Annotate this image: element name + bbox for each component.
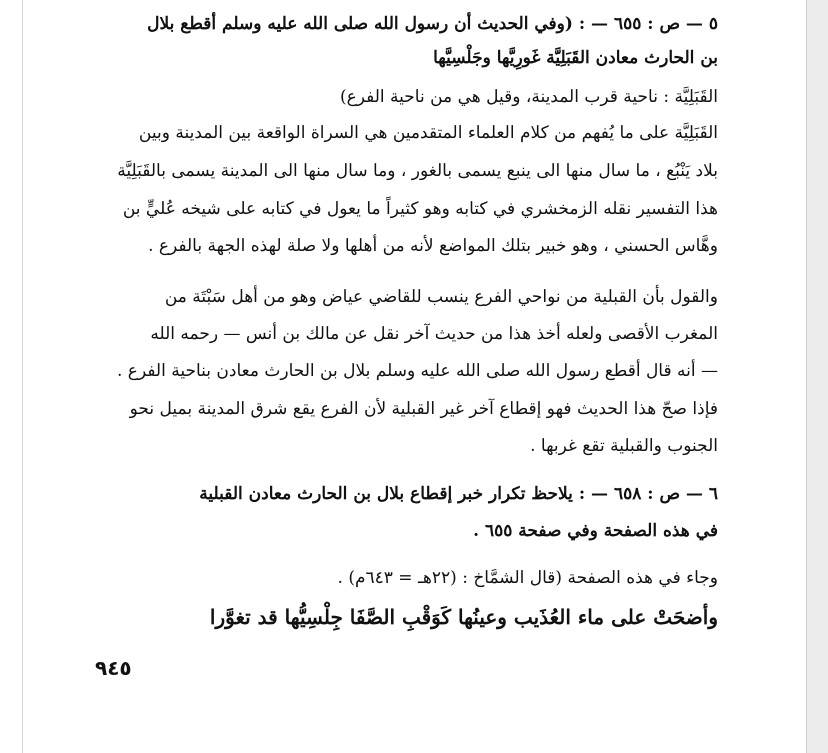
qabaliyya-definition-line: القَبَلِيَّة : ناحية قرب المدينة، وقيل هي من ناحية الفرع) [339, 87, 718, 107]
note-5-hadith-line: بن الحارث معادن القَبَلِيَّة غَورِيَّها وجَلْسِيَّها [433, 48, 718, 68]
paragraph-line: والقول بأن القبلية من نواحي الفرع ينسب للقاضي عياض وهو من أهل سَبْتَة من [164, 287, 718, 307]
paragraph-line: المغرب الأقصى ولعله أخذ هذا من حديث آخر نقل عن مالك بن أنس — رحمه الله [150, 324, 718, 344]
paragraph-line: بلاد يَنْبُع ، ما سال منها الى ينبع يسمى بالغور ، وما سال منها الى المدينة يسمى بالقَبَلِيَّة [117, 161, 718, 181]
shammakh-intro-line: وجاء في هذه الصفحة (قال الشمَّاخ : (٢٢هـ = ٦٤٣م) . [337, 568, 718, 588]
paragraph-line: هذا التفسير نقله الزمخشري في كتابه وهو كثيراً ما يعول في كتابه على شيخه عُليٍّ بن [122, 199, 718, 219]
note-6-line: في هذه الصفحة وفي صفحة ٦٥٥ . [473, 521, 718, 541]
left-margin [0, 0, 22, 753]
paragraph-line: وهَّاس الحسني ، وهو خبير بتلك المواضع لأنه من أهلها ولا صلة لهذه الجهة بالفرع . [148, 236, 718, 256]
page-number: ٩٤٥ [95, 656, 132, 680]
note-6-heading-line: ٦ — ص : ٦٥٨ — : يلاحظ تكرار خبر إقطاع بلال بن الحارث معادن القبلية [199, 484, 718, 504]
paragraph-line: فإذا صحّ هذا الحديث فهو إقطاع آخر غير القبلية لأن الفرع يقع شرق المدينة بميل نحو [129, 399, 718, 419]
poem-verse-line: وأضحَتْ على ماء العُذَيب وعينُها كَوَقْبِ الصَّفَا جِلْسِيُّها قد تغوَّرا [209, 605, 718, 629]
paragraph-line: القَبَلِيَّة على ما يُفهم من كلام العلماء المتقدمين هي السراة الواقعة بين المدينة وبين [138, 123, 718, 143]
paragraph-line: — أنه قال أقطع رسول الله صلى الله عليه وسلم بلال بن الحارث معادن بناحية الفرع . [117, 361, 718, 381]
right-scroll-strip [806, 0, 828, 753]
note-5-heading-line: ٥ — ص : ٦٥٥ — : (وفي الحديث أن رسول الله صلى الله عليه وسلم أقطع بلال [147, 14, 718, 34]
paragraph-line: الجنوب والقبلية تقع غربها . [530, 436, 718, 456]
